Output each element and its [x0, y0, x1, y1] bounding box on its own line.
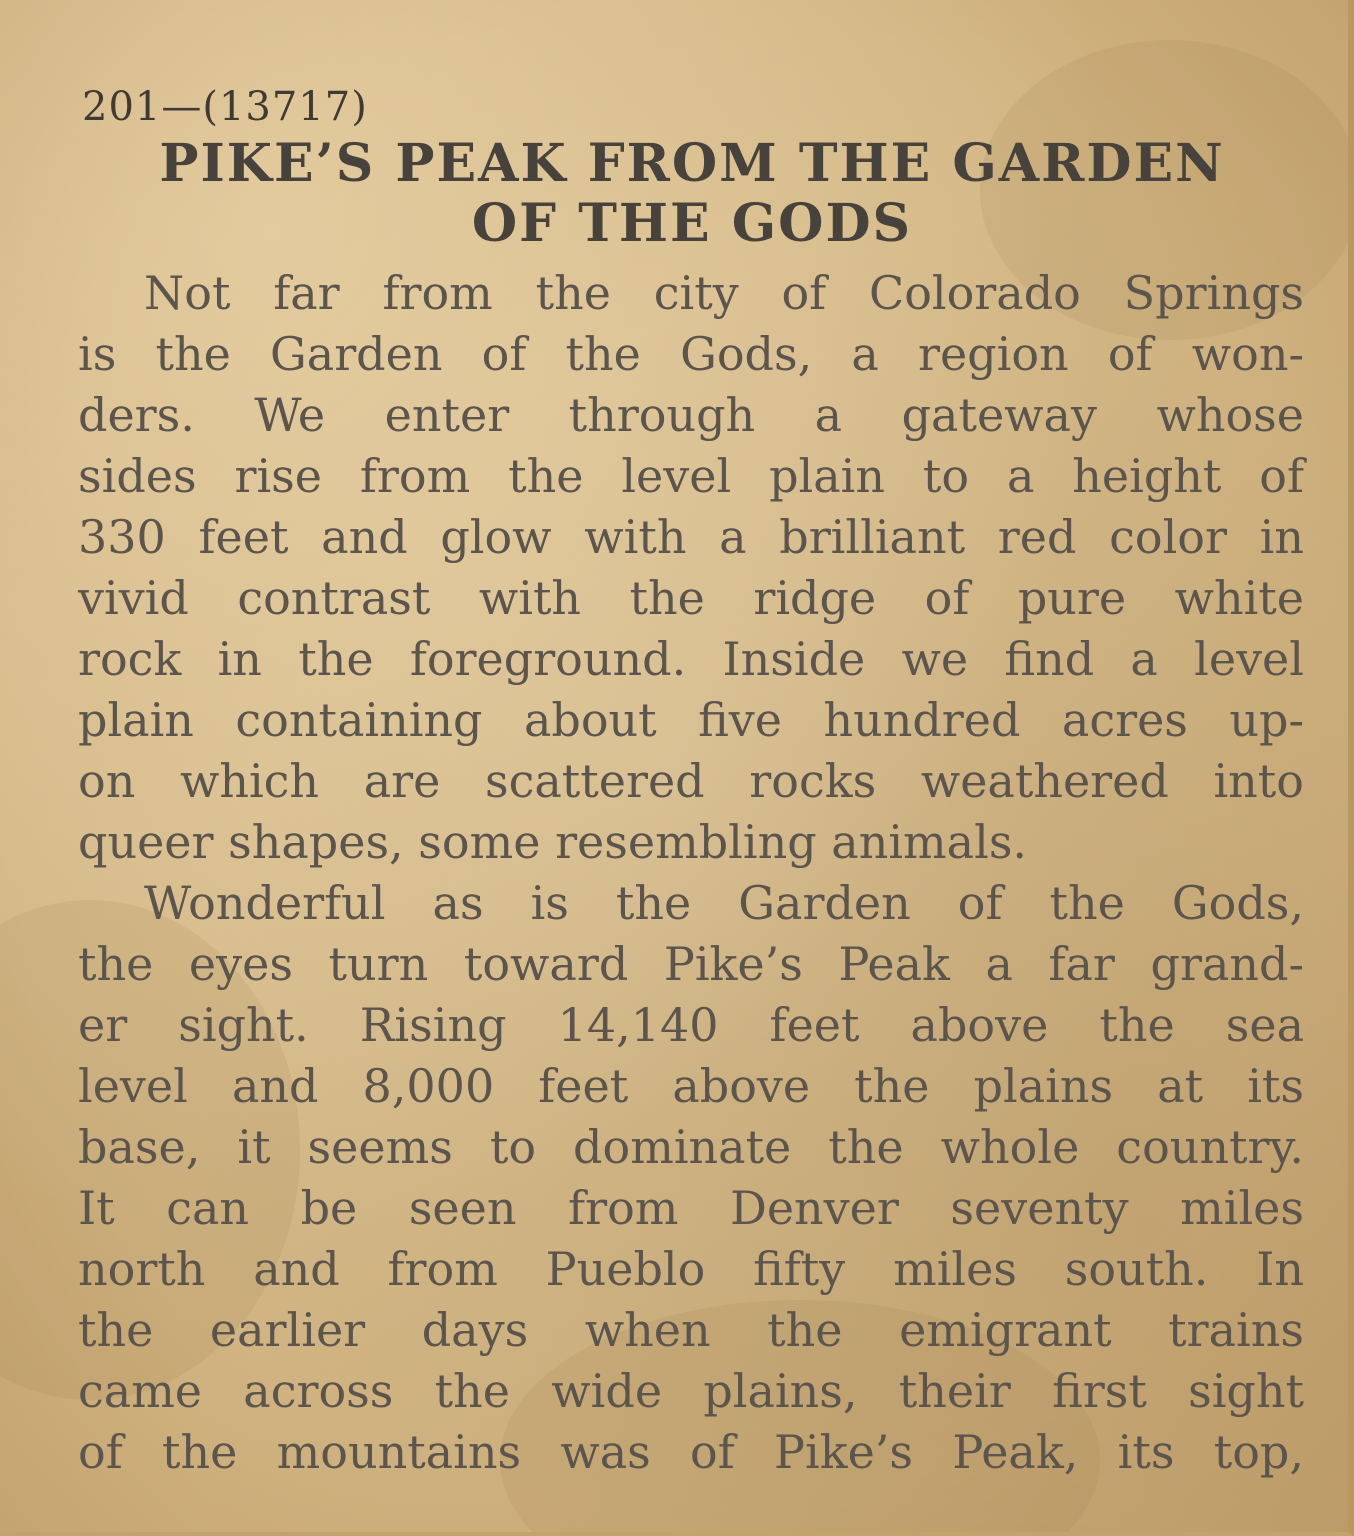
- card-title-line: OF THE GODS: [471, 193, 913, 254]
- card-title: [82, 134, 1302, 254]
- text-line: rock in the foreground. Inside we find a level: [78, 632, 1304, 686]
- text-line: Not far from the city of Colorado Springs: [144, 266, 1304, 320]
- text-line: queer shapes, some resembling animals.: [78, 815, 1028, 869]
- text-line: the eyes turn toward Pike’s Peak a far grand-: [78, 937, 1304, 991]
- text-line: er sight. Rising 14,140 feet above the sea: [78, 998, 1304, 1052]
- text-line: sides rise from the level plain to a height of: [78, 449, 1304, 503]
- text-line: plain containing about five hundred acres up-: [78, 693, 1304, 747]
- text-line: is the Garden of the Gods, a region of won-: [78, 327, 1304, 381]
- text-line: Wonderful as is the Garden of the Gods,: [144, 876, 1304, 930]
- text-line: It can be seen from Denver seventy miles: [78, 1181, 1304, 1235]
- text-line: on which are scattered rocks weathered into: [78, 754, 1304, 808]
- text-line: 330 feet and glow with a brilliant red color in: [78, 510, 1304, 564]
- card-description: [78, 263, 1304, 1483]
- card-title-line: PIKE’S PEAK FROM THE GARDEN: [159, 133, 1225, 194]
- text-line: the earlier days when the emigrant trains: [78, 1303, 1304, 1357]
- text-line: came across the wide plains, their first sight: [78, 1364, 1304, 1418]
- text-line: ders. We enter through a gateway whose: [78, 388, 1304, 442]
- text-line: level and 8,000 feet above the plains at its: [78, 1059, 1304, 1113]
- paragraph: [78, 263, 1304, 873]
- text-line: base, it seems to dominate the whole country.: [78, 1120, 1304, 1174]
- text-line: north and from Pueblo fifty miles south. In: [78, 1242, 1304, 1296]
- text-line: vivid contrast with the ridge of pure white: [78, 571, 1304, 625]
- text-line: of the mountains was of Pike’s Peak, its top,: [78, 1425, 1304, 1479]
- card-reference-number: 201—(13717): [82, 84, 368, 130]
- paragraph: [78, 873, 1304, 1483]
